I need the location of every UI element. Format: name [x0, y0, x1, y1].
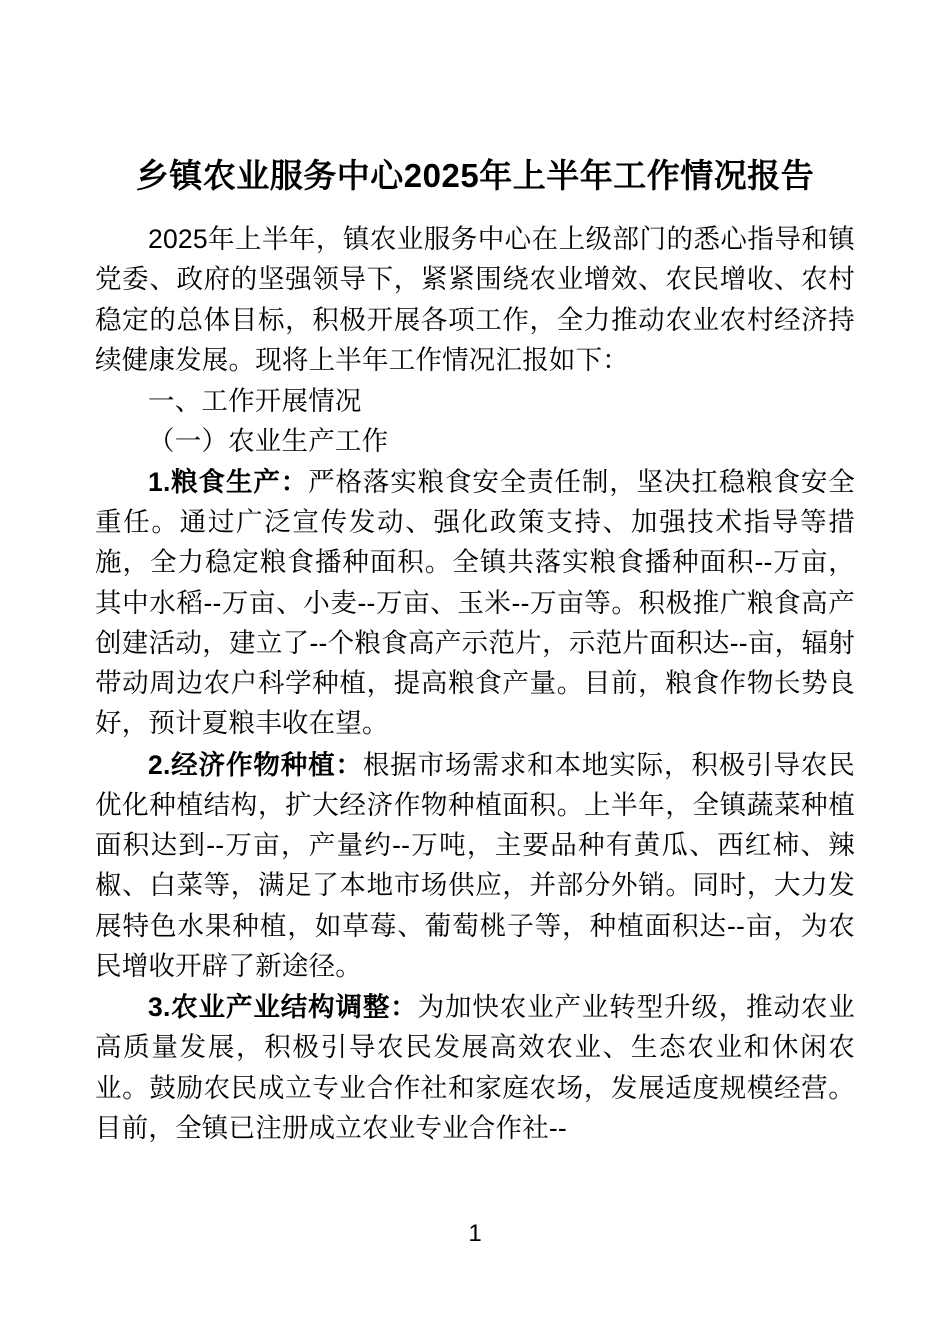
- document-body: [95, 219, 855, 1148]
- paragraph-text: 根据市场需求和本地实际，积极引导农民优化种植结构，扩大经济作物种植面积。上半年，全镇蔬菜种植面积达到--万亩，产量约--万吨，主要品种有黄瓜、西红柿、辣椒、白菜等，满足了本地市场供应，并部分外销。同时，大力发展特色水果种植，如草莓、葡萄桃子等，种植面积达--亩，为农民增收开辟了新途径。: [95, 749, 855, 981]
- item-lead-label: 2.经济作物种植：: [148, 749, 363, 780]
- paragraph-text: 严格落实粮食安全责任制，坚决扛稳粮食安全重任。通过广泛宣传发动、强化政策支持、加强技术指导等措施，全力稳定粮食播种面积。全镇共落实粮食播种面积--万亩，其中水稻--万亩、小麦--万亩、玉米--万亩等。积极推广粮食高产创建活动，建立了--个粮食高产示范片，示范片面积达--亩，辐射带动周边农户科学种植，提高粮食产量。目前，粮食作物长势良好，预计夏粮丰收在望。: [95, 466, 855, 739]
- paragraph-intro: [95, 219, 855, 380]
- item-lead-label: 1.粮食生产：: [148, 466, 309, 497]
- paragraph-item-3: [95, 987, 855, 1148]
- section-heading-1: [95, 381, 855, 421]
- subsection-heading-1-1: [95, 421, 855, 461]
- page-title: 乡镇农业服务中心2025年上半年工作情况报告: [135, 157, 815, 194]
- section-heading-text: 一、工作开展情况: [148, 386, 362, 417]
- paragraph-text: 2025年上半年，镇农业服务中心在上级部门的悉心指导和镇党委、政府的坚强领导下，紧紧围绕农业增效、农民增收、农村稳定的总体目标，积极开展各项工作，全力推动农业农村经济持续健康发展。现将上半年工作情况汇报如下：: [95, 224, 855, 375]
- paragraph-item-2: [95, 745, 855, 987]
- subsection-heading-text: （一）农业生产工作: [148, 426, 389, 457]
- item-lead-label: 3.农业产业结构调整：: [148, 992, 418, 1023]
- paragraph-item-1: [95, 462, 855, 744]
- page-number: 1: [468, 1220, 482, 1247]
- paragraph-text: 为加快农业产业转型升级，推动农业高质量发展，积极引导农民发展高效农业、生态农业和休闲农业。鼓励农民成立专业合作社和家庭农场，发展适度规模经营。目前，全镇已注册成立农业专业合作社--: [95, 992, 855, 1143]
